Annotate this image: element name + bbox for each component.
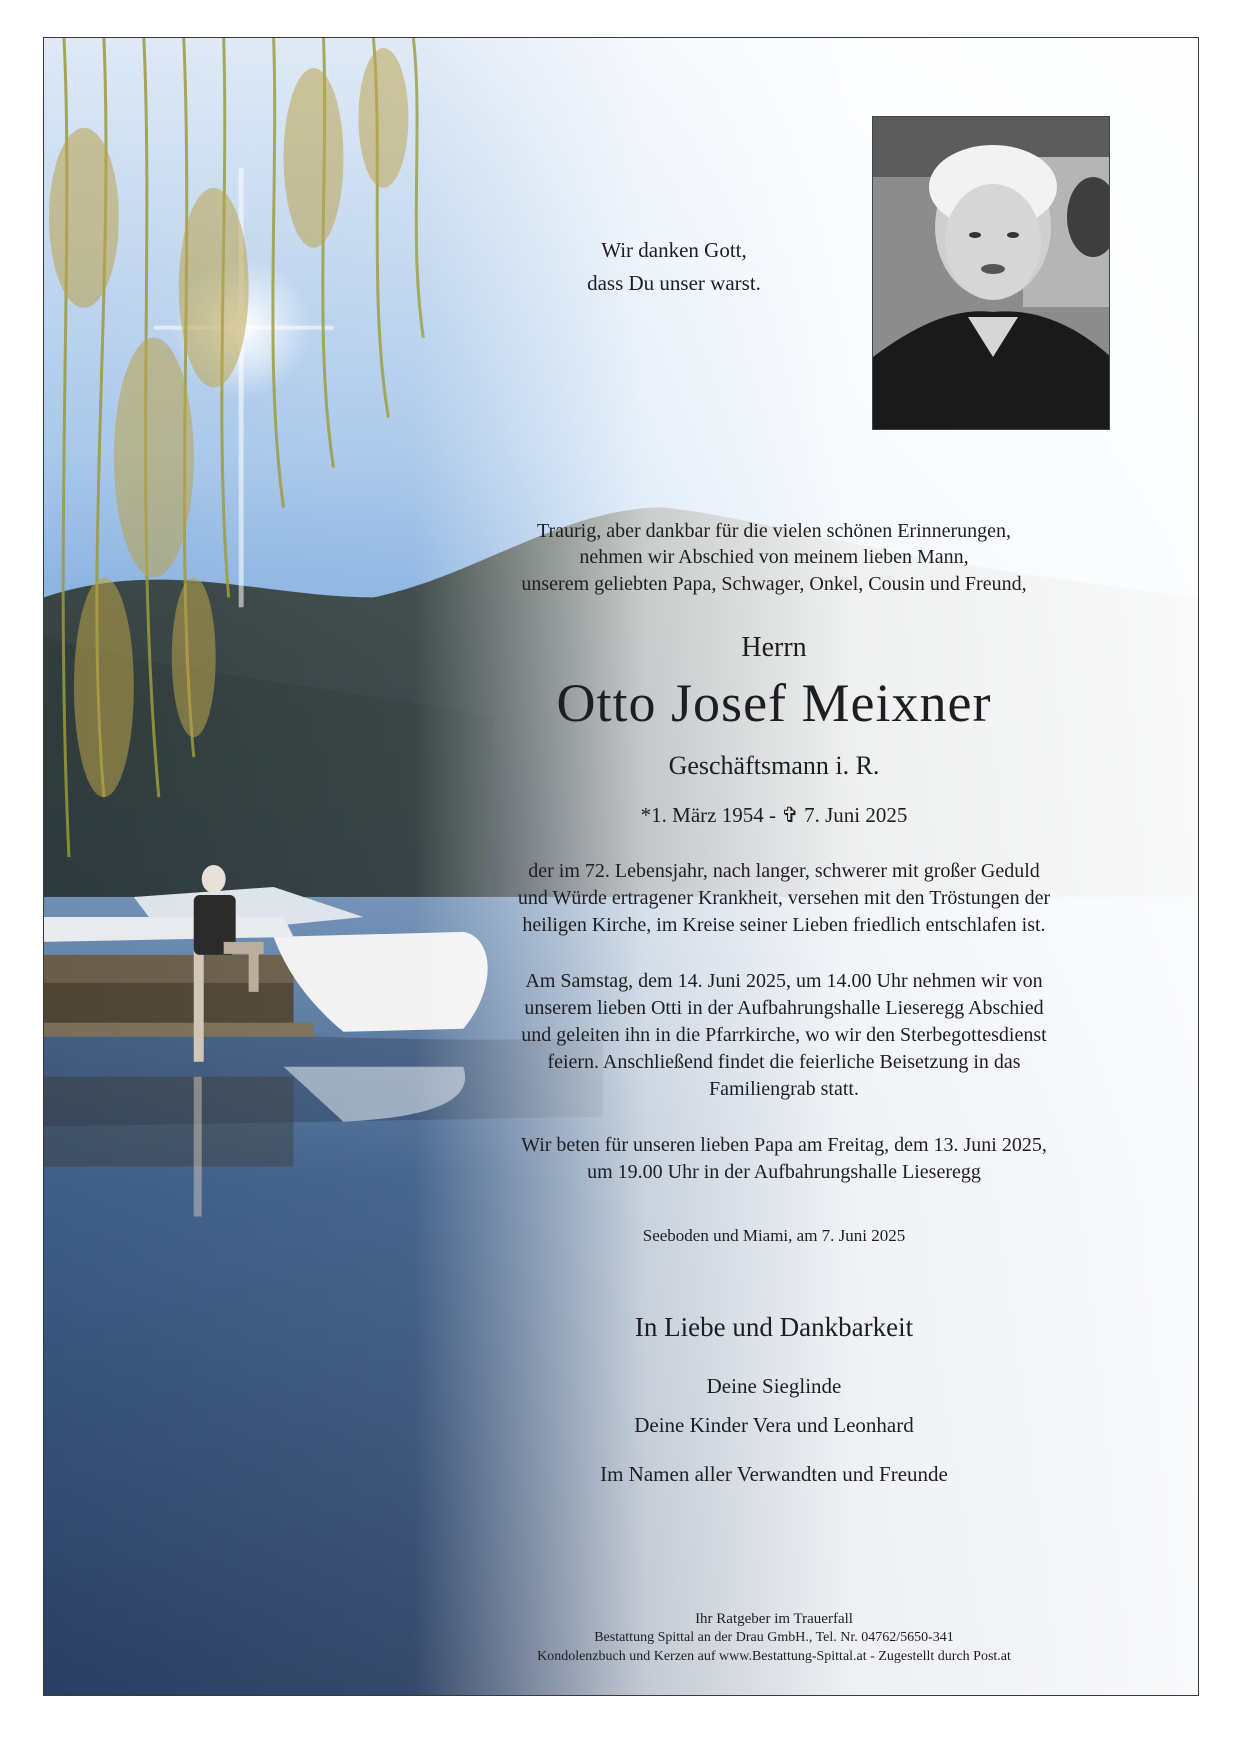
- funeral-line-2: unserem lieben Otti in der Aufbahrungshalle Lieseregg Abschied: [524, 997, 1044, 1019]
- footer-line-3: Kondolenzbuch und Kerzen auf www.Bestattung-Spittal.at - Zugestellt durch Post.at: [537, 1649, 1011, 1664]
- epigraph-line-2: dass Du unser warst.: [587, 271, 761, 295]
- funeral-line-3: und geleiten ihn in die Pfarrkirche, wo wir den Sterbegottesdienst: [521, 1024, 1047, 1046]
- salutation: Herrn: [741, 632, 807, 663]
- mourner-line-3: Im Namen aller Verwandten und Freunde: [600, 1462, 948, 1486]
- mourner-line-1: Deine Sieglinde: [706, 1374, 842, 1398]
- funeral-line-4: feiern. Anschließend findet die feierliche Beisetzung in das: [547, 1051, 1021, 1073]
- prayer-line-2: um 19.00 Uhr in der Aufbahrungshalle Lieseregg: [587, 1161, 981, 1183]
- intro-line-1: Traurig, aber dankbar für die vielen schönen Erinnerungen,: [536, 520, 1012, 542]
- life-dates: *1. März 1954 - ✞ 7. Juni 2025: [640, 803, 908, 827]
- portrait-illustration: [873, 117, 1110, 430]
- passing-line-2: und Würde ertragener Krankheit, versehen mit den Tröstungen der: [517, 887, 1051, 909]
- passing-line-3: heiligen Kirche, im Kreise seiner Lieben friedlich entschlafen ist.: [522, 914, 1046, 936]
- mourner-line-2: Deine Kinder Vera und Leonhard: [634, 1413, 914, 1437]
- closing-heading: In Liebe und Dankbarkeit: [634, 1312, 914, 1342]
- occupation: Geschäftsmann i. R.: [668, 751, 880, 780]
- prayer-line-1: Wir beten für unseren lieben Papa am Freitag, dem 13. Juni 2025,: [521, 1134, 1047, 1156]
- funeral-line-1: Am Samstag, dem 14. Juni 2025, um 14.00 Uhr nehmen wir von: [525, 970, 1043, 992]
- obituary-card: [43, 37, 1199, 1696]
- deceased-name: Otto Josef Meixner: [556, 673, 992, 733]
- intro-line-2: nehmen wir Abschied von meinem lieben Mann,: [579, 546, 969, 568]
- epigraph-line-1: Wir danken Gott,: [601, 238, 747, 262]
- footer-line-2: Bestattung Spittal an der Drau GmbH., Tel. Nr. 04762/5650-341: [594, 1630, 954, 1645]
- funeral-line-5: Familiengrab statt.: [709, 1078, 859, 1100]
- passing-line-1: der im 72. Lebensjahr, nach langer, schwerer mit großer Geduld: [528, 860, 1040, 882]
- place-and-date: Seeboden und Miami, am 7. Juni 2025: [642, 1226, 906, 1245]
- portrait-photo: [872, 116, 1110, 430]
- footer-line-1: Ihr Ratgeber im Trauerfall: [695, 1611, 853, 1627]
- intro-line-3: unserem geliebten Papa, Schwager, Onkel, Cousin und Freund,: [521, 573, 1027, 595]
